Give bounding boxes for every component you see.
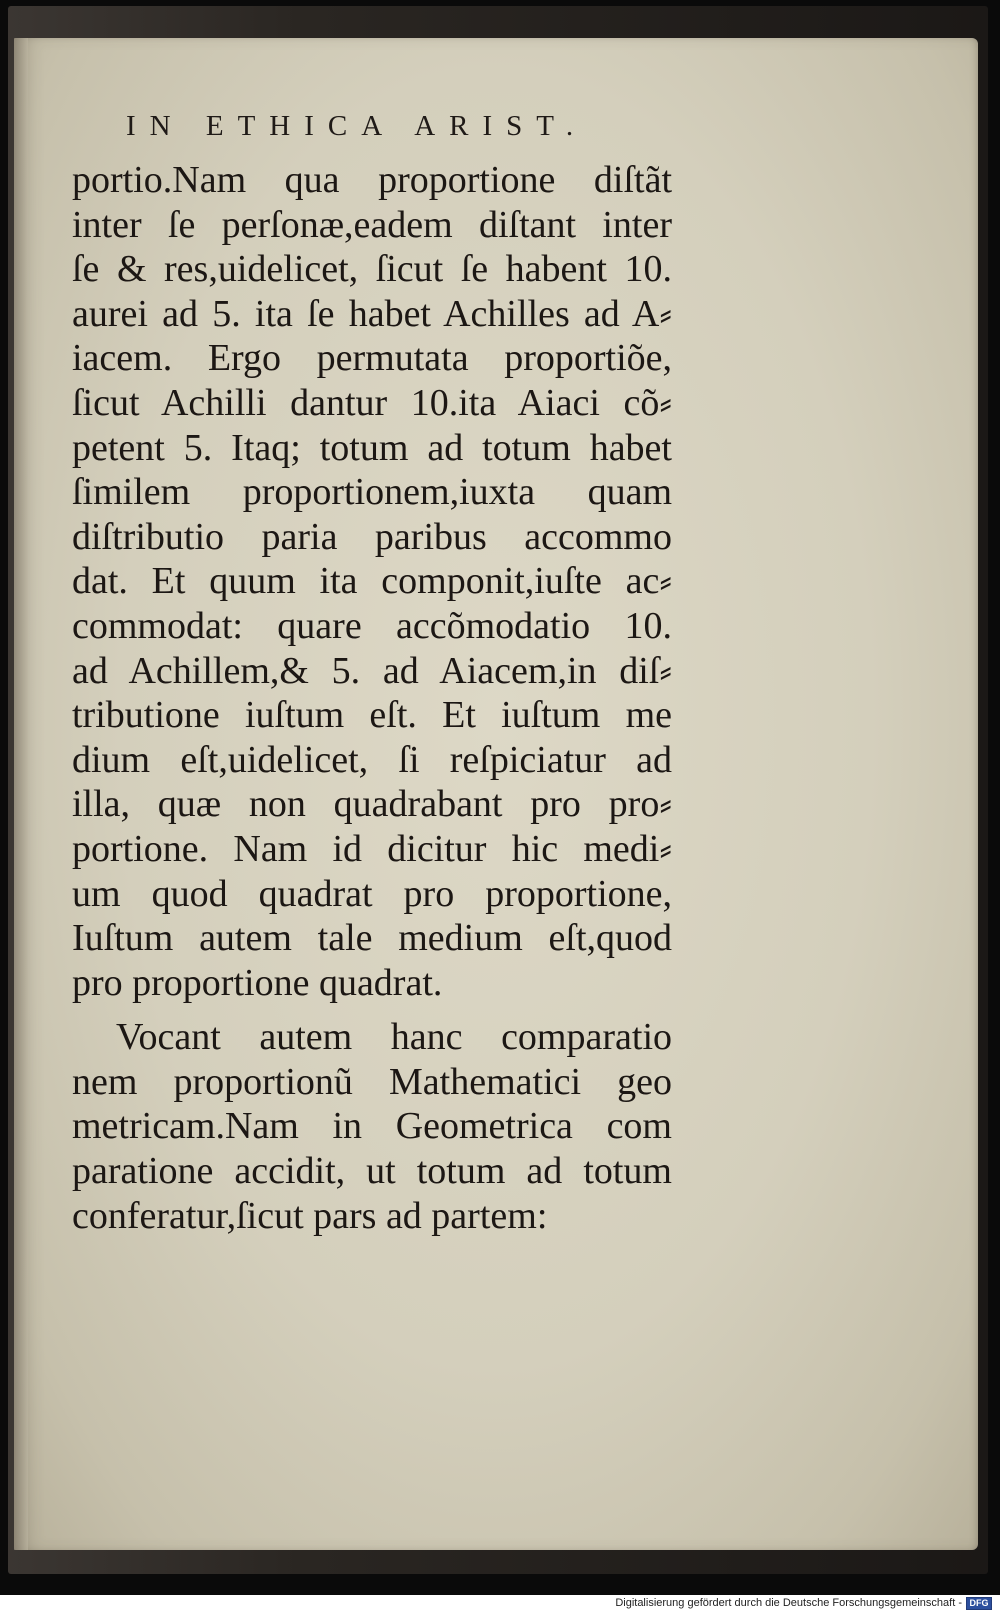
text-line: iacem. Ergo permutata proportiõe, — [72, 337, 672, 380]
paragraph-1 — [72, 158, 712, 1005]
text-line: ſe & res,uidelicet, ſicut ſe habent 10. — [72, 248, 672, 291]
digitization-credit: Digitalisierung gefördert durch die Deutsche Forschungsgemeinschaft - — [615, 1597, 962, 1609]
text-line: ad Achillem,& 5. ad Aiacem,in diſ⸗ — [72, 649, 672, 692]
text-line: tributione iuſtum eſt. Et iuſtum me — [72, 694, 672, 737]
text-line: conferatur,ſicut pars ad partem: — [72, 1194, 548, 1237]
text-line: petent 5. Itaq; totum ad totum habet — [72, 426, 672, 469]
text-line: diſtributio paria paribus accommo — [72, 515, 672, 558]
book-page — [14, 38, 978, 1550]
text-line: portio.Nam qua proportione diſtãt — [72, 159, 672, 201]
text-line: Vocant autem hanc comparatio — [116, 1016, 672, 1059]
text-line: pro proportione quadrat. — [72, 961, 443, 1004]
dfg-logo: DFG — [966, 1597, 992, 1610]
text-line: metricam.Nam in Geometrica com — [72, 1105, 672, 1148]
text-line: paratione accidit, ut totum ad totum — [72, 1150, 672, 1193]
text-line: nem proportionũ Mathematici geo — [72, 1060, 672, 1103]
paragraph-gap — [72, 1005, 712, 1015]
text-line: illa, quæ non quadrabant pro pro⸗ — [72, 783, 672, 826]
text-line: portione. Nam id dicitur hic medi⸗ — [72, 827, 672, 870]
text-line: Iuſtum autem tale medium eſt,quod — [72, 917, 672, 960]
text-line: um quod quadrat pro proportione, — [72, 872, 672, 915]
text-line: inter ſe perſonæ,eadem diſtant inter — [72, 203, 672, 246]
text-line: dium eſt,uidelicet, ſi reſpiciatur ad — [72, 738, 672, 781]
text-line: ſicut Achilli dantur 10.ita Aiaci cõ⸗ — [72, 381, 672, 424]
page-gutter — [14, 38, 28, 1550]
text-line: commodat: quare accõmodatio 10. — [72, 604, 672, 647]
text-line: aurei ad 5. ita ſe habet Achilles ad A⸗ — [72, 292, 672, 335]
paragraph-2 — [72, 1015, 712, 1238]
running-head: IN ETHICA ARIST. — [126, 110, 588, 142]
text-line: ſimilem proportionem,iuxta quam — [72, 471, 672, 514]
page-text — [72, 158, 712, 1238]
text-line: dat. Et quum ita componit,iuſte ac⸗ — [72, 560, 672, 603]
